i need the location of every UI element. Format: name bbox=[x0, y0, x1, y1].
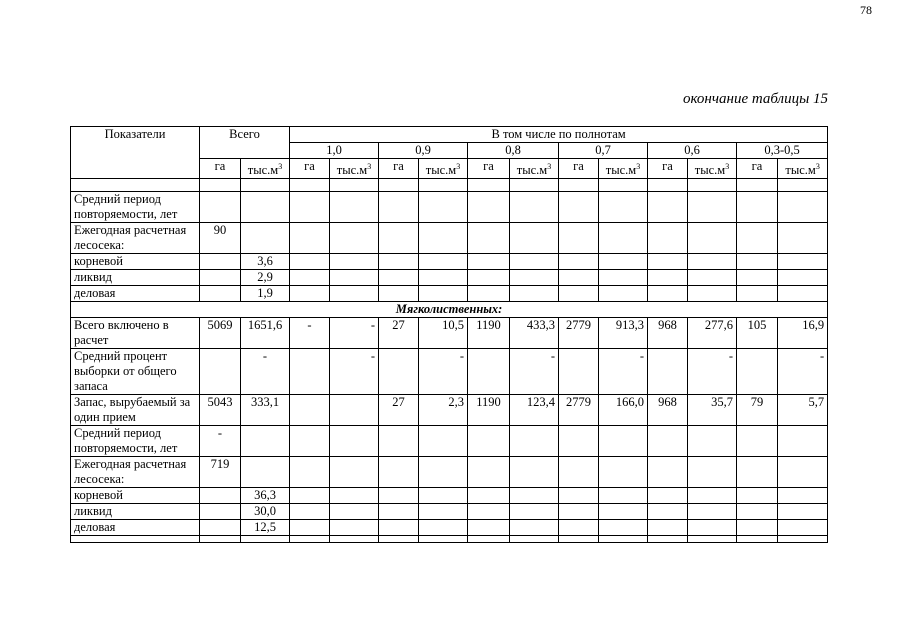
unit-ha: га bbox=[290, 159, 330, 179]
table-cell bbox=[778, 270, 828, 286]
table-cell bbox=[648, 426, 688, 457]
table-cell bbox=[688, 457, 737, 488]
row-label: Средний период повторяемости, лет bbox=[71, 192, 200, 223]
table-cell bbox=[510, 457, 559, 488]
table-cell bbox=[419, 426, 468, 457]
table-cell bbox=[778, 504, 828, 520]
unit-volume bbox=[241, 159, 290, 179]
row-label: ликвид bbox=[71, 270, 200, 286]
blank-cell bbox=[648, 179, 688, 192]
table-cell bbox=[330, 270, 379, 286]
blank-cell bbox=[419, 179, 468, 192]
table-cell bbox=[778, 254, 828, 270]
blank-cell bbox=[599, 179, 648, 192]
blank-cell bbox=[330, 179, 379, 192]
table-cell: 123,4 bbox=[510, 395, 559, 426]
table-cell bbox=[379, 504, 419, 520]
header-density-1: 1,0 bbox=[290, 143, 379, 159]
table-cell: 913,3 bbox=[599, 318, 648, 349]
blank-cell bbox=[559, 536, 599, 543]
table-cell bbox=[330, 488, 379, 504]
table-cell bbox=[379, 254, 419, 270]
table-cell bbox=[688, 192, 737, 223]
page-number: 78 bbox=[860, 3, 872, 17]
blank-cell bbox=[241, 179, 290, 192]
table-cell bbox=[778, 192, 828, 223]
table-cell bbox=[200, 488, 241, 504]
blank-cell bbox=[599, 536, 648, 543]
table-cell bbox=[468, 270, 510, 286]
blank-row bbox=[71, 179, 828, 192]
table-cell bbox=[737, 270, 778, 286]
header-row-1 bbox=[71, 127, 828, 143]
table-cell: 2,3 bbox=[419, 395, 468, 426]
blank-cell bbox=[688, 179, 737, 192]
table-cell bbox=[330, 395, 379, 426]
table-cell bbox=[599, 192, 648, 223]
table-cell: 5069 bbox=[200, 318, 241, 349]
table-cell bbox=[510, 520, 559, 536]
table-cell: 968 bbox=[648, 318, 688, 349]
blank-cell bbox=[510, 536, 559, 543]
row-label: Всего включено в расчет bbox=[71, 318, 200, 349]
table-cell bbox=[468, 426, 510, 457]
blank-cell bbox=[737, 536, 778, 543]
table-cell bbox=[510, 504, 559, 520]
table-cell bbox=[510, 426, 559, 457]
table-cell: - bbox=[599, 349, 648, 395]
unit-ha: га bbox=[200, 159, 241, 179]
table-cell bbox=[290, 192, 330, 223]
unit-volume-superscript: 3 bbox=[815, 162, 820, 171]
blank-cell bbox=[330, 536, 379, 543]
unit-volume-text: тыс.м bbox=[516, 163, 548, 178]
table-cell bbox=[468, 192, 510, 223]
unit-ha: га bbox=[559, 159, 599, 179]
table-cell bbox=[648, 270, 688, 286]
table-cell bbox=[510, 488, 559, 504]
table-row bbox=[71, 318, 828, 349]
table-cell bbox=[737, 254, 778, 270]
table-cell bbox=[290, 504, 330, 520]
table-cell: 5043 bbox=[200, 395, 241, 426]
blank-cell bbox=[648, 536, 688, 543]
blank-cell bbox=[468, 536, 510, 543]
table-cell bbox=[419, 270, 468, 286]
table-cell bbox=[200, 270, 241, 286]
table-cell bbox=[688, 504, 737, 520]
table-row bbox=[71, 395, 828, 426]
table-row bbox=[71, 504, 828, 520]
unit-volume-text: тыс.м bbox=[247, 163, 279, 178]
table-cell: - bbox=[778, 349, 828, 395]
table-cell bbox=[688, 254, 737, 270]
table-cell bbox=[599, 254, 648, 270]
table-cell bbox=[419, 504, 468, 520]
table-row bbox=[71, 223, 828, 254]
table-cell bbox=[379, 349, 419, 395]
table-cell bbox=[379, 457, 419, 488]
row-label: корневой bbox=[71, 254, 200, 270]
unit-volume-superscript: 3 bbox=[636, 162, 641, 171]
table-cell bbox=[379, 488, 419, 504]
table-cell bbox=[419, 286, 468, 302]
table-cell bbox=[330, 520, 379, 536]
table-cell: 968 bbox=[648, 395, 688, 426]
table-cell bbox=[468, 223, 510, 254]
unit-volume-text: тыс.м bbox=[605, 163, 637, 178]
table-cell bbox=[599, 223, 648, 254]
table-cell bbox=[688, 520, 737, 536]
table-cell bbox=[559, 520, 599, 536]
unit-volume-superscript: 3 bbox=[456, 162, 461, 171]
table-cell: 1,9 bbox=[241, 286, 290, 302]
table-cell bbox=[419, 520, 468, 536]
table-cell: 30,0 bbox=[241, 504, 290, 520]
blank-cell bbox=[241, 536, 290, 543]
table-cell bbox=[559, 457, 599, 488]
table-cell: 79 bbox=[737, 395, 778, 426]
table-cell: 1651,6 bbox=[241, 318, 290, 349]
table-cell bbox=[379, 270, 419, 286]
unit-volume bbox=[510, 159, 559, 179]
table-cell bbox=[599, 286, 648, 302]
table-cell: 719 bbox=[200, 457, 241, 488]
blank-cell bbox=[778, 536, 828, 543]
blank-cell bbox=[71, 179, 200, 192]
header-density-6: 0,3-0,5 bbox=[737, 143, 828, 159]
table-cell bbox=[241, 426, 290, 457]
row-label: ликвид bbox=[71, 504, 200, 520]
table-cell bbox=[510, 270, 559, 286]
table-cell bbox=[778, 520, 828, 536]
table-cell bbox=[419, 192, 468, 223]
table-cell bbox=[648, 223, 688, 254]
table-cell bbox=[419, 457, 468, 488]
row-label: Средний процент выборки от общего запаса bbox=[71, 349, 200, 395]
blank-cell bbox=[290, 179, 330, 192]
unit-ha: га bbox=[737, 159, 778, 179]
table-cell bbox=[778, 488, 828, 504]
table-cell bbox=[559, 254, 599, 270]
blank-cell bbox=[559, 179, 599, 192]
table-cell bbox=[330, 426, 379, 457]
table-cell bbox=[200, 504, 241, 520]
unit-volume-text: тыс.м bbox=[694, 163, 726, 178]
table-cell: 2779 bbox=[559, 318, 599, 349]
unit-volume bbox=[688, 159, 737, 179]
table-cell bbox=[559, 426, 599, 457]
table-cell bbox=[737, 457, 778, 488]
table-cell bbox=[468, 520, 510, 536]
table-cell bbox=[599, 426, 648, 457]
table-cell bbox=[559, 488, 599, 504]
blank-cell bbox=[200, 179, 241, 192]
tail-row bbox=[71, 536, 828, 543]
table-cell bbox=[330, 457, 379, 488]
table-cell bbox=[778, 457, 828, 488]
unit-volume-superscript: 3 bbox=[725, 162, 730, 171]
table-row bbox=[71, 520, 828, 536]
table-cell bbox=[648, 286, 688, 302]
table-cell bbox=[510, 254, 559, 270]
row-label: деловая bbox=[71, 286, 200, 302]
table-row bbox=[71, 286, 828, 302]
table-row bbox=[71, 457, 828, 488]
table-cell bbox=[688, 488, 737, 504]
unit-volume bbox=[599, 159, 648, 179]
row-label: Запас, вырубаемый за один прием bbox=[71, 395, 200, 426]
table-cell bbox=[559, 192, 599, 223]
row-label: Ежегодная расчетная лесосека: bbox=[71, 223, 200, 254]
table-cell bbox=[559, 270, 599, 286]
unit-volume-text: тыс.м bbox=[336, 163, 368, 178]
table-cell bbox=[290, 395, 330, 426]
table-cell bbox=[510, 286, 559, 302]
table-cell: 27 bbox=[379, 395, 419, 426]
table-cell bbox=[200, 520, 241, 536]
table-cell bbox=[688, 426, 737, 457]
unit-volume bbox=[778, 159, 828, 179]
table-cell bbox=[330, 254, 379, 270]
table-cell bbox=[468, 504, 510, 520]
table-cell bbox=[290, 520, 330, 536]
row-label: Ежегодная расчетная лесосека: bbox=[71, 457, 200, 488]
table-cell bbox=[330, 223, 379, 254]
table-cell: 1190 bbox=[468, 318, 510, 349]
table-cell bbox=[599, 488, 648, 504]
table-cell: 433,3 bbox=[510, 318, 559, 349]
table-cell: 1190 bbox=[468, 395, 510, 426]
blank-cell bbox=[379, 179, 419, 192]
table-cell bbox=[778, 426, 828, 457]
table-cell bbox=[200, 286, 241, 302]
table-cell bbox=[559, 504, 599, 520]
table-cell: 2,9 bbox=[241, 270, 290, 286]
table-cell: 5,7 bbox=[778, 395, 828, 426]
table-cell bbox=[468, 286, 510, 302]
table-cell: 3,6 bbox=[241, 254, 290, 270]
table-cell bbox=[559, 349, 599, 395]
header-density-3: 0,8 bbox=[468, 143, 559, 159]
table-cell bbox=[648, 504, 688, 520]
table-cell: - bbox=[200, 426, 241, 457]
row-label: деловая bbox=[71, 520, 200, 536]
table-cell bbox=[737, 504, 778, 520]
table-cell bbox=[200, 192, 241, 223]
table-cell bbox=[688, 270, 737, 286]
table-cell bbox=[648, 192, 688, 223]
table-cell bbox=[778, 286, 828, 302]
table-cell bbox=[330, 504, 379, 520]
table-row bbox=[71, 488, 828, 504]
table-cell: 277,6 bbox=[688, 318, 737, 349]
table-cell bbox=[379, 520, 419, 536]
table-row bbox=[71, 349, 828, 395]
table-cell bbox=[648, 349, 688, 395]
table-caption: окончание таблицы 15 bbox=[682, 91, 828, 107]
table-cell: 12,5 bbox=[241, 520, 290, 536]
table-cell bbox=[290, 349, 330, 395]
table-cell: - bbox=[419, 349, 468, 395]
table-cell bbox=[379, 286, 419, 302]
table-cell bbox=[648, 488, 688, 504]
table-cell bbox=[468, 254, 510, 270]
table-cell bbox=[241, 192, 290, 223]
table-cell: 333,1 bbox=[241, 395, 290, 426]
table-cell bbox=[737, 488, 778, 504]
table-cell: 36,3 bbox=[241, 488, 290, 504]
section-row bbox=[71, 302, 828, 318]
table-cell bbox=[737, 223, 778, 254]
table-cell: 16,9 bbox=[778, 318, 828, 349]
unit-volume bbox=[330, 159, 379, 179]
table-cell: 166,0 bbox=[599, 395, 648, 426]
table-cell bbox=[737, 520, 778, 536]
table-cell bbox=[468, 457, 510, 488]
header-by-density: В том числе по полнотам bbox=[290, 127, 828, 143]
table-cell bbox=[290, 254, 330, 270]
table-cell bbox=[200, 349, 241, 395]
blank-cell bbox=[71, 536, 200, 543]
blank-cell bbox=[778, 179, 828, 192]
header-indicators: Показатели bbox=[71, 127, 200, 179]
table-cell bbox=[200, 254, 241, 270]
row-label: корневой bbox=[71, 488, 200, 504]
unit-volume bbox=[419, 159, 468, 179]
blank-cell bbox=[737, 179, 778, 192]
unit-ha: га bbox=[379, 159, 419, 179]
table-cell bbox=[688, 223, 737, 254]
unit-volume-text: тыс.м bbox=[785, 163, 816, 178]
blank-cell bbox=[200, 536, 241, 543]
table-cell bbox=[648, 457, 688, 488]
table-cell: - bbox=[330, 318, 379, 349]
unit-ha: га bbox=[648, 159, 688, 179]
table-cell bbox=[737, 349, 778, 395]
table-cell bbox=[648, 520, 688, 536]
header-density-4: 0,7 bbox=[559, 143, 648, 159]
table-cell: - bbox=[241, 349, 290, 395]
blank-cell bbox=[379, 536, 419, 543]
table-cell bbox=[559, 223, 599, 254]
unit-volume-superscript: 3 bbox=[547, 162, 552, 171]
table-cell bbox=[468, 488, 510, 504]
blank-cell bbox=[688, 536, 737, 543]
table-cell: - bbox=[510, 349, 559, 395]
table-cell: - bbox=[330, 349, 379, 395]
table-cell bbox=[599, 270, 648, 286]
header-density-2: 0,9 bbox=[379, 143, 468, 159]
table-cell bbox=[599, 504, 648, 520]
table-cell bbox=[737, 426, 778, 457]
blank-cell bbox=[419, 536, 468, 543]
table-cell bbox=[330, 192, 379, 223]
table-cell bbox=[778, 223, 828, 254]
table-cell: - bbox=[290, 318, 330, 349]
table-cell bbox=[290, 286, 330, 302]
table-row bbox=[71, 270, 828, 286]
table-cell: 10,5 bbox=[419, 318, 468, 349]
table-cell bbox=[559, 286, 599, 302]
header-total: Всего bbox=[200, 127, 290, 159]
table-cell bbox=[510, 223, 559, 254]
table-cell bbox=[419, 223, 468, 254]
table-cell bbox=[648, 254, 688, 270]
table-cell bbox=[510, 192, 559, 223]
table-row bbox=[71, 426, 828, 457]
table-cell bbox=[290, 223, 330, 254]
table-cell bbox=[379, 192, 419, 223]
table-cell bbox=[599, 457, 648, 488]
table-cell bbox=[468, 349, 510, 395]
table-cell bbox=[290, 488, 330, 504]
table-row bbox=[71, 254, 828, 270]
table-cell: - bbox=[688, 349, 737, 395]
table-cell: 105 bbox=[737, 318, 778, 349]
blank-cell bbox=[468, 179, 510, 192]
blank-cell bbox=[290, 536, 330, 543]
table-cell bbox=[241, 457, 290, 488]
table-cell: 35,7 bbox=[688, 395, 737, 426]
table-row bbox=[71, 192, 828, 223]
blank-cell bbox=[510, 179, 559, 192]
table-cell bbox=[599, 520, 648, 536]
header-density-5: 0,6 bbox=[648, 143, 737, 159]
table-cell bbox=[241, 223, 290, 254]
table-cell: 27 bbox=[379, 318, 419, 349]
table-cell: 2779 bbox=[559, 395, 599, 426]
table-cell bbox=[290, 457, 330, 488]
table-cell bbox=[737, 286, 778, 302]
section-title: Мягколиственных: bbox=[71, 302, 828, 318]
table-cell bbox=[290, 270, 330, 286]
table-cell: 90 bbox=[200, 223, 241, 254]
table-cell bbox=[379, 223, 419, 254]
table-cell bbox=[379, 426, 419, 457]
table-cell bbox=[737, 192, 778, 223]
table-cell bbox=[419, 488, 468, 504]
table-cell bbox=[688, 286, 737, 302]
table-cell bbox=[330, 286, 379, 302]
table-cell bbox=[290, 426, 330, 457]
unit-volume-superscript: 3 bbox=[278, 162, 283, 171]
row-label: Средний период повторяемости, лет bbox=[71, 426, 200, 457]
unit-volume-text: тыс.м bbox=[425, 163, 457, 178]
unit-volume-superscript: 3 bbox=[367, 162, 372, 171]
unit-ha: га bbox=[468, 159, 510, 179]
forest-data-table bbox=[70, 126, 828, 543]
table-cell bbox=[419, 254, 468, 270]
